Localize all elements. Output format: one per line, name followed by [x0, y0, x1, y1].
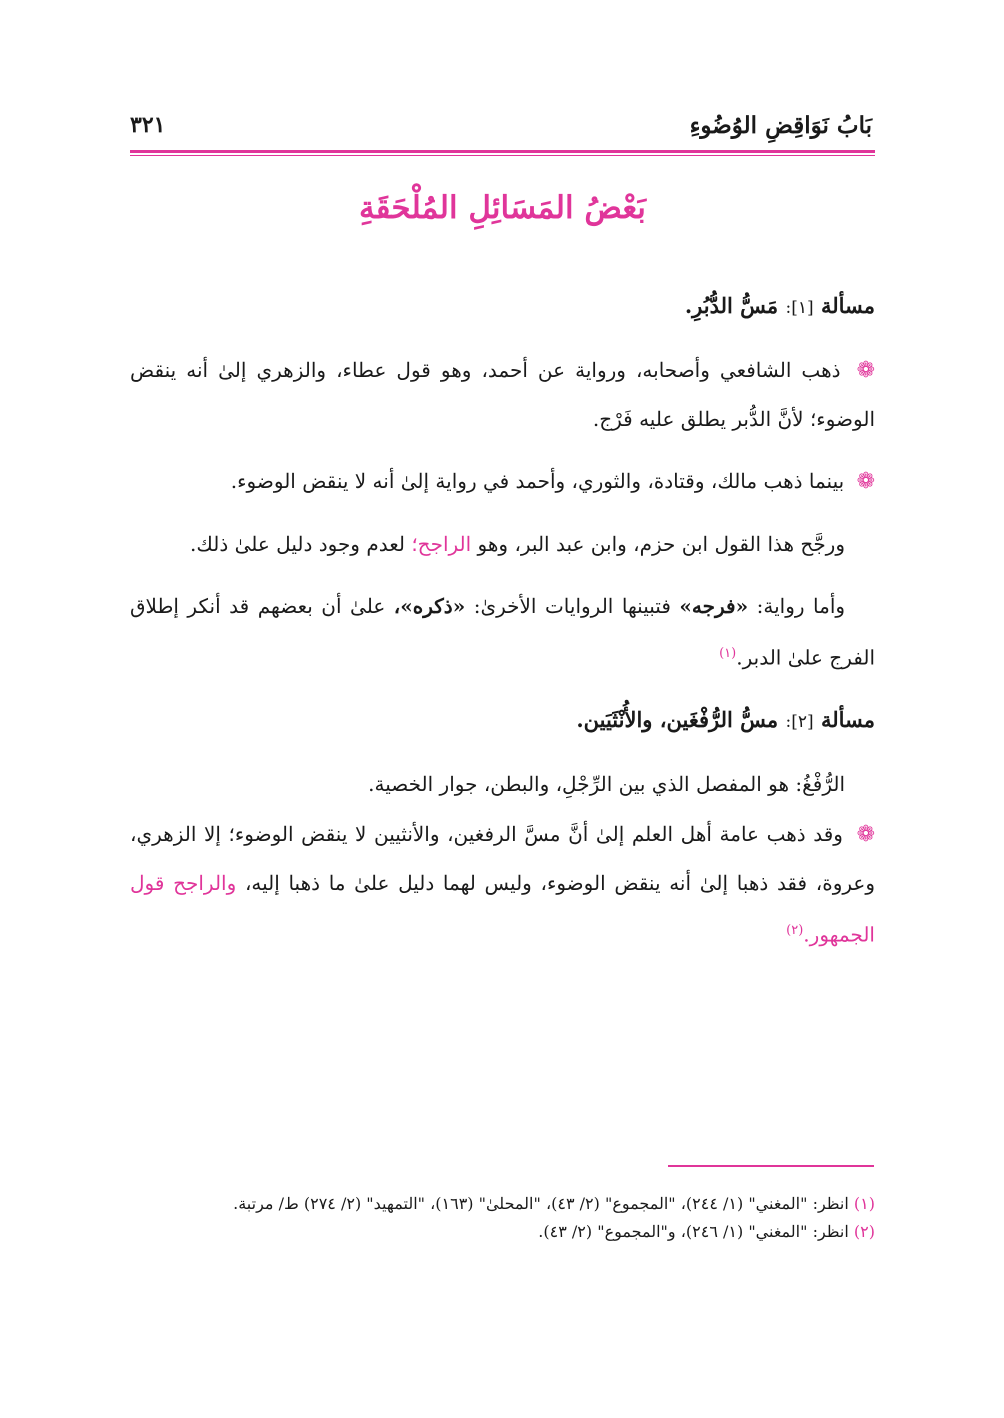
paragraph-6: [130, 810, 875, 959]
paragraph-4: [130, 582, 875, 682]
main-text: [130, 282, 875, 972]
flower-icon: ❁: [856, 469, 875, 494]
highlight-text: الراجح؛: [411, 532, 472, 556]
quoted-word: «ذكره»،: [393, 594, 466, 618]
footnote-ref[interactable]: (٢): [786, 922, 804, 938]
flower-icon: ❁: [856, 358, 876, 383]
issue-heading-1: [130, 282, 875, 332]
paragraph-text: ذهب الشافعي وأصحابه، ورواية عن أحمد، وهو قول عطاء، والزهري إلىٰ أنه ينقض الوضوء؛ لأنَّ الدُّبر يطلق عليه فَرْج.: [130, 358, 875, 431]
header-rule-thick: [130, 150, 875, 153]
highlight-text: والراجح قول الجمهور.: [130, 870, 875, 947]
chapter-title: بَابُ نَوَاقِضِ الوُضُوءِ: [689, 112, 872, 139]
footnote-ref[interactable]: (١): [719, 646, 737, 661]
footnote-2: [130, 1218, 875, 1246]
issue-number: [٢]:: [785, 711, 814, 732]
paragraph-text: فتبينها الروايات الأخرىٰ:: [473, 594, 671, 618]
issue-number: [١]:: [785, 298, 814, 318]
running-header: [130, 112, 872, 146]
paragraph-text: علىٰ أن بعضهم قد أنكر إطلاق الفرج علىٰ الدبر.: [130, 594, 875, 670]
footnotes: [130, 1190, 875, 1246]
footnote-mark: (٢): [853, 1222, 875, 1241]
footnote-separator: [668, 1165, 874, 1167]
paragraph-text: وأما رواية:: [756, 594, 846, 618]
paragraph-3: [130, 520, 875, 568]
footnote-mark: (١): [853, 1194, 875, 1213]
issue-heading-2: [130, 696, 875, 746]
paragraph-5: [130, 760, 875, 808]
paragraph-text: بينما ذهب مالك، وقتادة، والثوري، وأحمد في رواية إلىٰ أنه لا ينقض الوضوء.: [230, 469, 845, 493]
issue-title: مَسُّ الدُّبُرِ.: [684, 293, 779, 318]
quoted-word: «فرجه»: [679, 594, 749, 618]
paragraph-text: ورجَّح هذا القول ابن حزم، وابن عبد البر، وهو: [477, 532, 845, 556]
paragraph-2: [130, 457, 875, 506]
footnote-text: انظر: "المغني" (١/ ٢٤٤)، "المجموع" (٢/ ٤٣)، "المحلىٰ" (١٦٣)، "التمهيد" (٢/ ٢٧٤) ط/ مرتبة.: [233, 1194, 849, 1213]
issue-label: مسألة: [820, 293, 875, 318]
paragraph-text: وقد ذهب عامة أهل العلم إلىٰ أنَّ مسَّ الرفغين، والأنثيين لا ينقض الوضوء؛ إلا الزهري، وعروة، فقد ذهبا إلىٰ أنه ينقض الوضوء، وليس لهما دليل علىٰ ما ذهبا إليه،: [130, 821, 875, 895]
footnote-text: انظر: "المغني" (١/ ٢٤٦)، و"المجموع" (٢/ ٤٣).: [538, 1222, 849, 1241]
flower-icon: ❁: [856, 821, 875, 847]
header-rule-thin: [130, 155, 875, 156]
page-number: ٣٢١: [130, 112, 166, 138]
issue-title: مسُّ الرُّفْغَين، والأُنْثَيَين.: [576, 706, 779, 732]
paragraph-text: الرُّفْغُ: هو المفصل الذي بين الرِّجْلِ، والبطن، جوار الخصية.: [368, 771, 845, 796]
section-title: بَعْضُ المَسَائِلِ المُلْحَقَةِ: [359, 190, 646, 226]
issue-label: مسألة: [820, 706, 875, 732]
paragraph-text: لعدم وجود دليل علىٰ ذلك.: [190, 532, 405, 556]
footnote-1: [130, 1190, 875, 1218]
paragraph-1: [130, 346, 875, 443]
